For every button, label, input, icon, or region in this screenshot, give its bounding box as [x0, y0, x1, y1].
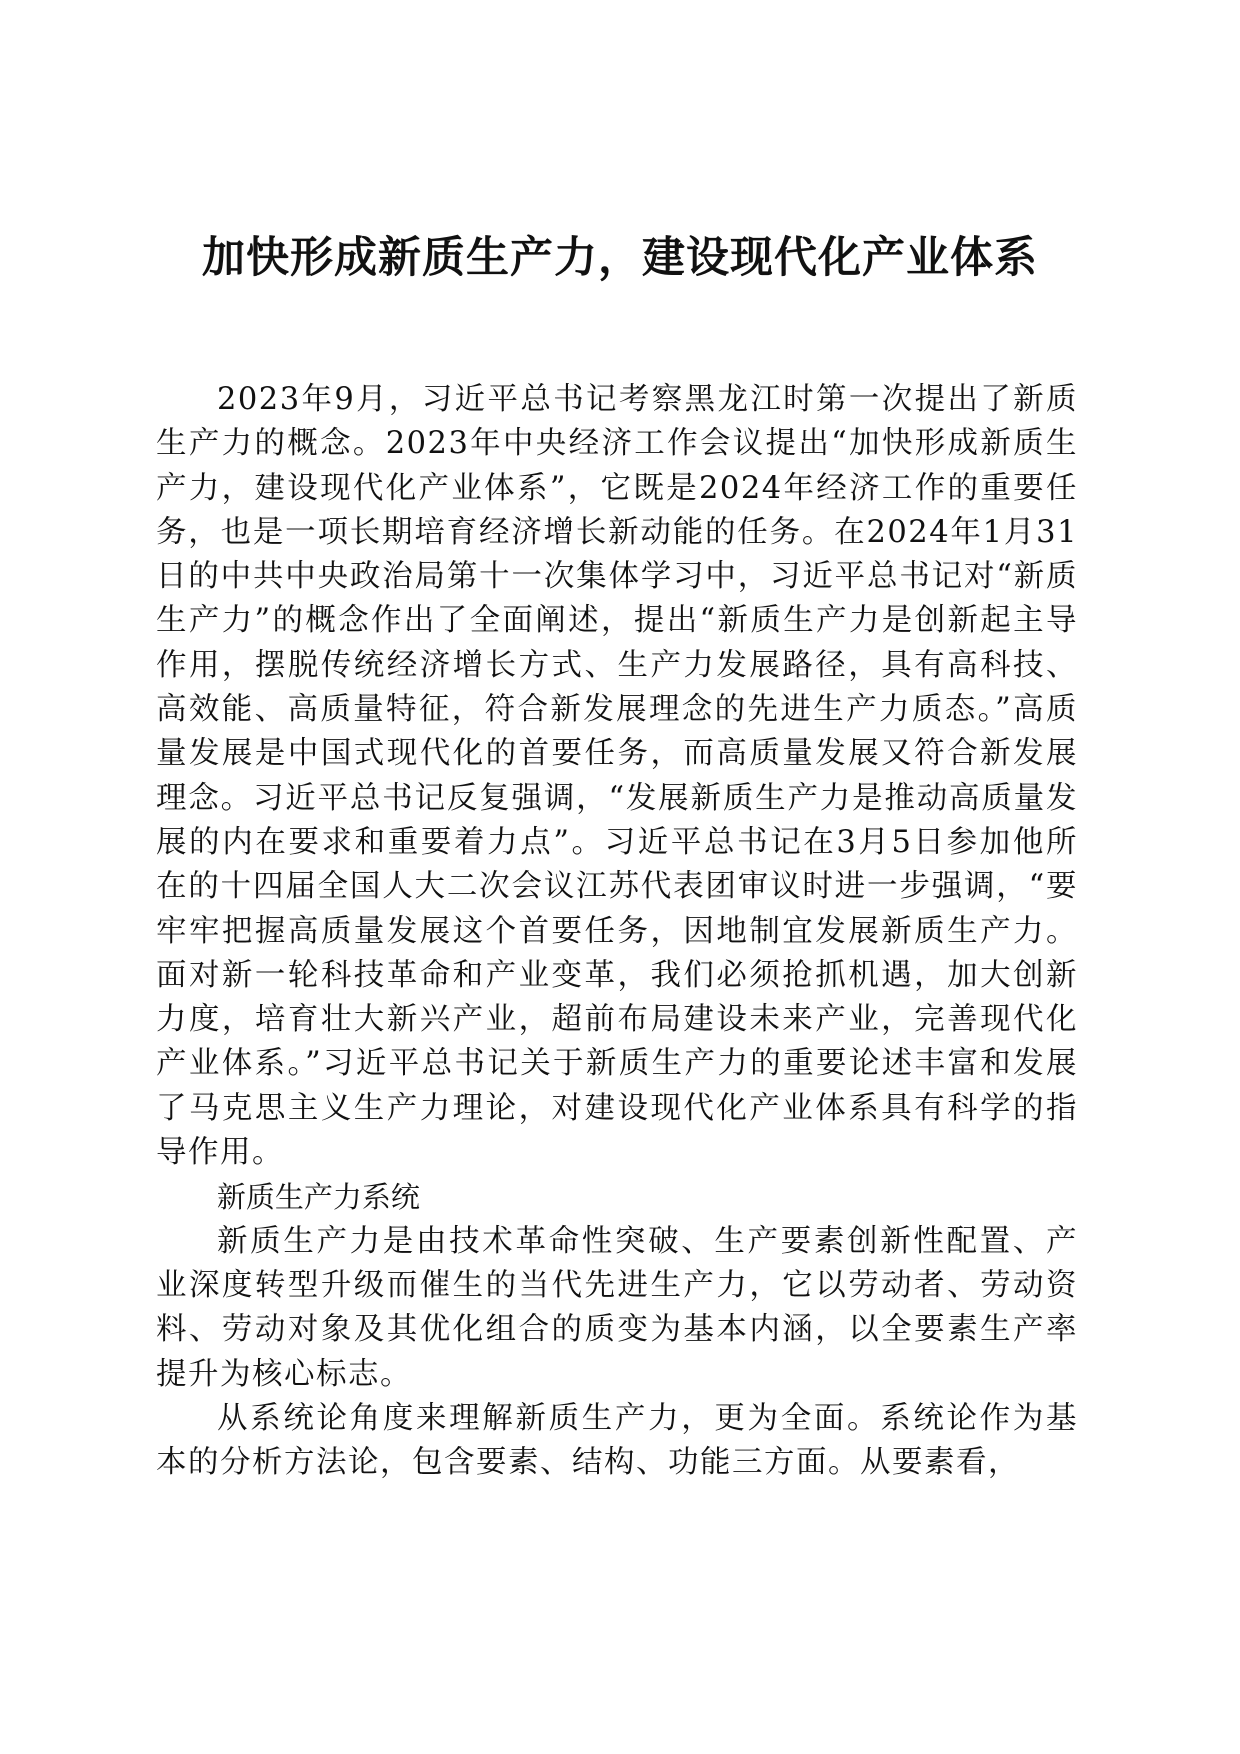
- paragraph-definition: 新质生产力是由技术革命性突破、生产要素创新性配置、产业深度转型升级而催生的当代先进生产力，它以劳动者、劳动资料、劳动对象及其优化组合的质变为基本内涵，以全要素生产率提升为核心标志。: [156, 1223, 1078, 1392]
- document-body: [156, 378, 1078, 1485]
- paragraph-intro: 2023年9月，习近平总书记考察黑龙江时第一次提出了新质生产力的概念。2023年中央经济工作会议提出“加快形成新质生产力，建设现代化产业体系”，它既是2024年经济工作的重要任务，也是一项长期培育经济增长新动能的任务。在2024年1月31日的中共中央政治局第十一次集体学习中，习近平总书记对“新质生产力”的概念作出了全面阐述，提出“新质生产力是创新起主导作用，摆脱传统经济增长方式、生产力发展路径，具有高科技、高效能、高质量特征，符合新发展理念的先进生产力质态。”高质量发展是中国式现代化的首要任务，而高质量发展又符合新发展理念。习近平总书记反复强调，“发展新质生产力是推动高质量发展的内在要求和重要着力点”。习近平总书记在3月5日参加他所在的十四届全国人大二次会议江苏代表团审议时进一步强调，“要牢牢把握高质量发展这个首要任务，因地制宜发展新质生产力。面对新一轮科技革命和产业变革，我们必须抢抓机遇，加大创新力度，培育壮大新兴产业，超前布局建设未来产业，完善现代化产业体系。”习近平总书记关于新质生产力的重要论述丰富和发展了马克思主义生产力理论，对建设现代化产业体系具有科学的指导作用。: [156, 382, 1078, 1171]
- paragraph-systems-theory: 从系统论角度来理解新质生产力，更为全面。系统论作为基本的分析方法论，包含要素、结构、功能三方面。从要素看，: [156, 1400, 1078, 1481]
- section-heading-new-productivity-system: 新质生产力系统: [216, 1180, 420, 1215]
- document-title: 加快形成新质生产力，建设现代化产业体系: [202, 233, 1038, 283]
